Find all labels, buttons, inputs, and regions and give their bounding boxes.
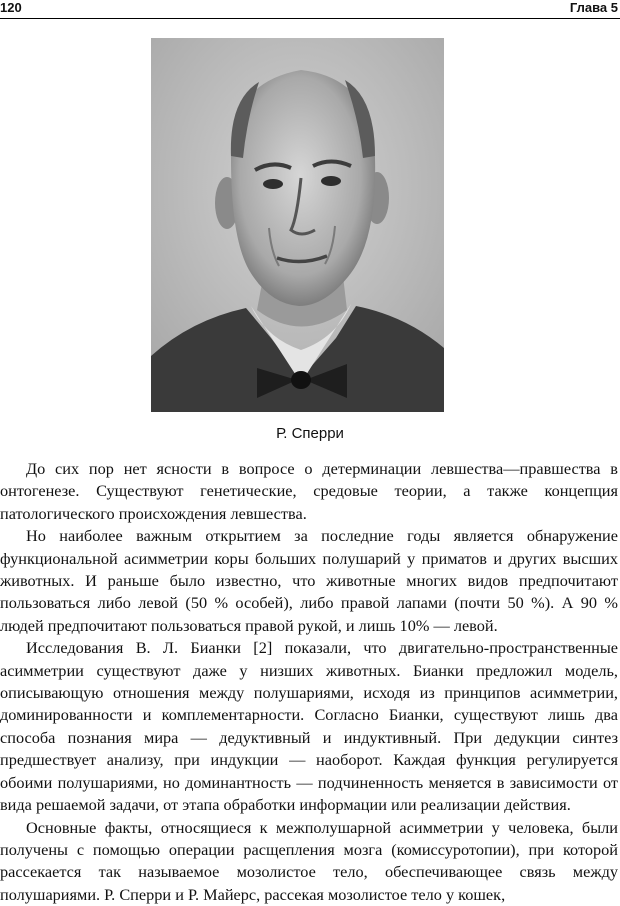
paragraph: Исследования В. Л. Бианки [2] показали, что двигательно-пространственные асимметрии существуют даже у низших животных. Бианки предложил модель, описывающую отношения между полушариями, исходя из принципов асимметрии, доминированности и комплементарности. Согласно Бианки, существуют лишь два способа познания мира — дедуктивный и индуктивный. При дедукции синтез предшествует анализу, при индукции — наоборот. Каждая функция регулируется обоими полушариями, но доминантность — подчиненность меняется в зависимости от вида решаемой задачи, от этапа обработки информации или реализации действия. xyxy=(0,637,618,816)
running-header xyxy=(0,0,620,19)
paragraph: Но наиболее важным открытием за последние годы является обнаружение функциональной асимметрии коры больших полушарий у приматов и других высших животных. И раньше было известно, что животные многих видов предпочитают пользоваться либо левой (50 % особей), либо правой лапами (почти 50 %). А 90 % людей предпочитают пользоваться правой рукой, и лишь 10% — левой. xyxy=(0,525,618,637)
body-text xyxy=(0,458,618,906)
chapter-title: Глава 5 xyxy=(570,0,618,15)
portrait-photo xyxy=(151,38,444,412)
paragraph: До сих пор нет ясности в вопросе о детерминации левшества—правшества в онтогенезе. Существуют генетические, средовые теории, а также концепция патологического происхождения левшества. xyxy=(0,458,618,525)
figure-caption: Р. Сперри xyxy=(0,425,620,442)
portrait-illustration xyxy=(151,38,444,412)
page-number: 120 xyxy=(0,0,22,15)
paragraph: Основные факты, относящиеся к межполушарной асимметрии у человека, были получены с помощью операции расщепления мозга (комиссуротопии), при которой рассекается так называемое мозолистое тело, обеспечивающее связь между полушариями. Р. Сперри и Р. Майерс, рассекая мозолистое тело у кошек, xyxy=(0,817,618,906)
